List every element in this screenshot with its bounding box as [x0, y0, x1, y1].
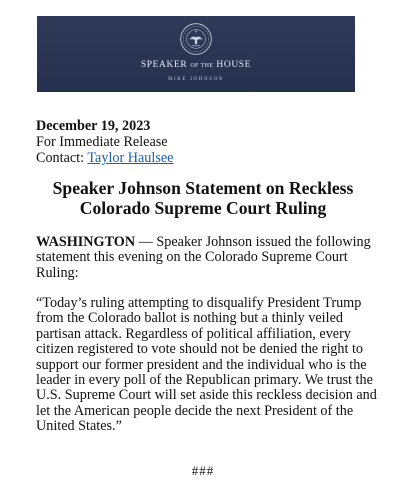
contact-link[interactable]: Taylor Haulsee [87, 150, 174, 166]
release-date: December 19, 2023 [36, 118, 151, 134]
banner-title-house: HOUSE [216, 60, 252, 70]
page-title-line-2: Colorado Supreme Court Ruling [79, 198, 327, 218]
dateline: WASHINGTON [36, 234, 136, 250]
intro-text: — Speaker Johnson issued the following statement this evening on the Colorado Supreme Court Ruling: [36, 234, 371, 281]
release-meta [36, 118, 376, 166]
banner-title-of-the: OF THE [190, 63, 214, 69]
speaker-banner [37, 16, 355, 92]
banner-title [37, 60, 355, 70]
quote-paragraph: “Today’s ruling attempting to disqualify President Trump from the Colorado ballot is nothing but a thinly veiled partisan attack. Regardless of political affiliation, every citizen registered to vote should not be denied the right to support our former president and the individual who is the leader in every poll of the Republican primary. We trust the U.S. Supreme Court will set aside this reckless decision and let the American people decide the next President of the United States.” [36, 295, 377, 435]
end-mark: ### [191, 463, 215, 478]
banner-subtitle: MIKE JOHNSON [167, 77, 224, 82]
banner-title-speaker: SPEAKER [140, 60, 188, 70]
page-title-line-1: Speaker Johnson Statement on Reckless [52, 178, 354, 198]
contact-label: Contact: [36, 150, 88, 166]
intro-paragraph [36, 235, 380, 281]
release-type: For Immediate Release [36, 134, 168, 150]
contact-line [36, 150, 376, 166]
page-title [20, 178, 386, 218]
house-seal-icon [179, 22, 213, 56]
